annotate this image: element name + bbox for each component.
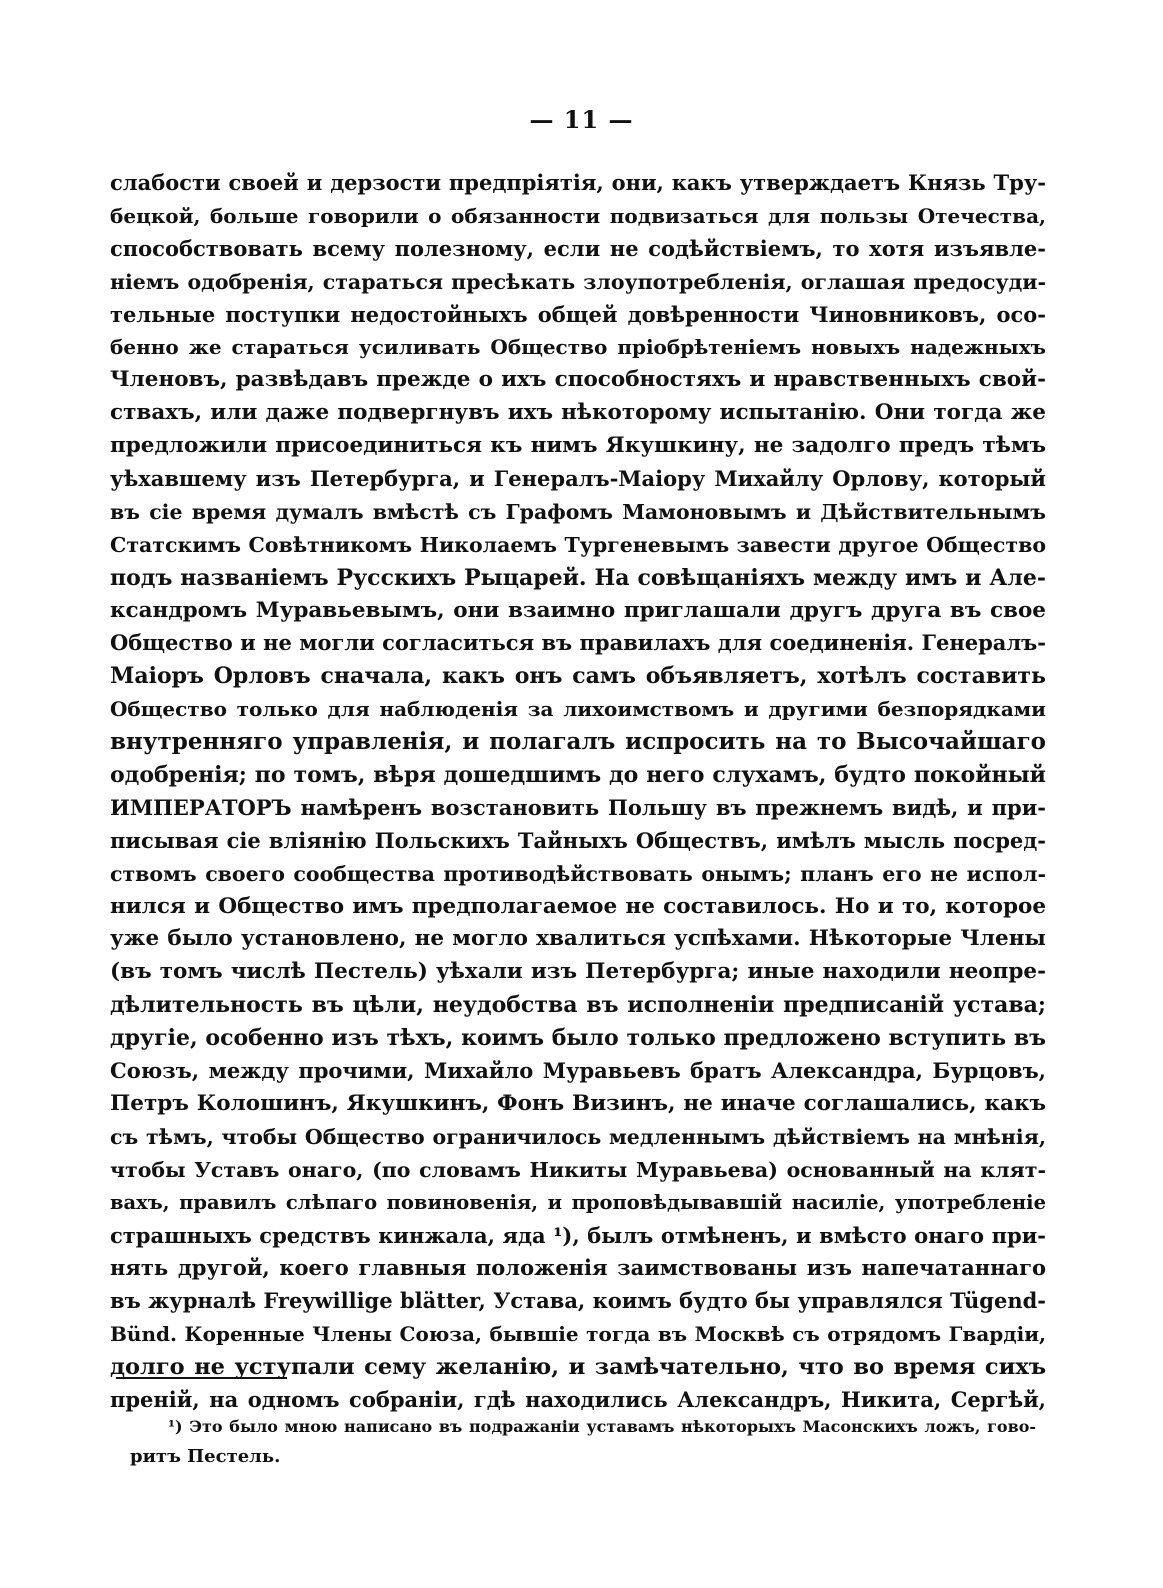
footnote-divider — [116, 1377, 287, 1379]
footnote-line: ¹) Это было мною написано въ подражаніи уставамъ нѣкоторыхъ Масонскихъ ложъ, гово- — [168, 1417, 1036, 1436]
page-number: — 11 — — [529, 105, 634, 134]
text-line: бенно же стараться усиливать Общество пріобрѣтеніемъ новыхъ надежныхъ — [110, 335, 1046, 360]
text-line: въ журналѣ Freywillige blätter, Устава, коимъ будто бы управлялся Tügend- — [110, 1288, 1046, 1314]
text-line: Маіоръ Орловъ сначала, какъ онъ самъ объявляетъ, хотѣлъ составить — [110, 663, 1046, 690]
text-line: ксандромъ Муравьевымъ, они взаимно приглашали другъ друга въ свое — [110, 597, 1046, 623]
text-line: предложили присоединиться къ нимъ Якушкину, не задолго предъ тѣмъ — [110, 433, 1046, 459]
text-line: Членовъ, развѣдавъ прежде о ихъ способностяхъ и нравственныхъ свой- — [110, 367, 1046, 393]
text-line: тельные поступки недостойныхъ общей довѣренности Чиновниковъ, осо- — [110, 301, 1046, 327]
text-line: въ сіе время думалъ вмѣстѣ съ Графомъ Мамоновымъ и Дѣйствительнымъ — [110, 499, 1046, 524]
body-text — [110, 167, 1046, 1417]
text-line: Союзъ, между прочими, Михайло Муравьевъ братъ Александра, Бурцовъ, — [110, 1058, 1046, 1084]
text-line: долго не уступали сему желанію, и замѣчательно, что во время сихъ — [110, 1354, 1046, 1381]
text-line: дѣлительность въ цѣли, неудобства въ исполненіи предписаній устава; — [110, 992, 1046, 1019]
text-line: Общество и не могли согласиться въ правилахъ для соединенія. Генералъ- — [110, 630, 1046, 656]
text-line: другіе, особенно изъ тѣхъ, коимъ было только предложено вступить въ — [110, 1025, 1046, 1052]
text-line: вахъ, правилъ слѣпаго повиновенія, и проповѣдывавшій насиліе, употребленіе — [110, 1190, 1046, 1214]
text-line: ніемъ одобренія, стараться пресѣкать злоупотребленія, оглашая предосуди- — [110, 269, 1046, 294]
text-line: чтобы Уставъ онаго, (по словамъ Никиты Муравьева) основанный на клят- — [110, 1157, 1046, 1182]
text-line: писывая сіе вліянію Польскихъ Тайныхъ Обществъ, имѣлъ мысль посред- — [110, 827, 1046, 853]
text-line: слабости своей и дерзости предпріятія, они, какъ утверждаетъ Князь Тру- — [110, 170, 1046, 195]
text-line: преній, на одномъ собраніи, гдѣ находились Александръ, Никита, Сергѣй, — [110, 1386, 1046, 1412]
text-line: ИМПЕРАТОРЪ намѣренъ возстановить Польшу въ прежнемъ видѣ, и при- — [110, 794, 1046, 820]
text-line: Общество только для наблюденія за лихоимствомъ и другими безпорядками — [110, 697, 1046, 722]
text-line: Статскимъ Совѣтникомъ Николаемъ Тургеневымъ завести другое Общество — [110, 532, 1046, 557]
text-line: страшныхъ средствъ кинжала, яда ¹), былъ отмѣненъ, и вмѣсто онаго при- — [110, 1222, 1046, 1248]
text-line: нился и Общество имъ предполагаемое не составилось. Но и то, которое — [110, 893, 1046, 919]
text-line: (въ томъ числѣ Пестель) уѣхали изъ Петербурга; иные находили неопре- — [110, 959, 1046, 985]
text-line: съ тѣмъ, чтобы Общество ограничилось медленнымъ дѣйствіемъ на мнѣнія, — [110, 1124, 1046, 1149]
text-line: Петръ Колошинъ, Якушкинъ, Фонъ Визинъ, не иначе соглашались, какъ — [110, 1090, 1046, 1116]
text-line: бецкой, больше говорили о обязанности подвизаться для пользы Отечества, — [110, 203, 1046, 228]
text-line: подъ названіемъ Русскихъ Рыцарей. На совѣщаніяхъ между имъ и Але- — [110, 564, 1046, 591]
text-line: ствахъ, или даже подвергнувъ ихъ нѣкоторому испытанію. Они тогда же — [110, 400, 1046, 426]
text-line: ствомъ своего сообщества противодѣйствовать онымъ; планъ его не испол- — [110, 861, 1046, 886]
text-line: способствовать всему полезному, если не содѣйствіемъ, то хотя изъявле- — [110, 235, 1046, 261]
text-line: одобренія; по томъ, вѣря дошедшимъ до него слухамъ, будто покойный — [110, 762, 1046, 789]
text-line: Bünd. Коренные Члены Союза, бывшіе тогда въ Москвѣ съ отрядомъ Гвардіи, — [110, 1322, 1046, 1347]
text-line: внутренняго управленія, и полагалъ испросить на то Высочайшаго — [110, 728, 1046, 756]
text-line: нять другой, коего главныя положенія заимствованы изъ напечатаннаго — [110, 1255, 1046, 1281]
footnote — [116, 1412, 1036, 1472]
text-line: уже было установлено, не могло хвалиться успѣхами. Нѣкоторые Члены — [110, 926, 1046, 952]
text-line: уѣхавшему изъ Петербурга, и Генералъ-Маіору Михайлу Орлову, который — [110, 466, 1046, 492]
footnote-line: ритъ Пестель. — [130, 1446, 281, 1467]
